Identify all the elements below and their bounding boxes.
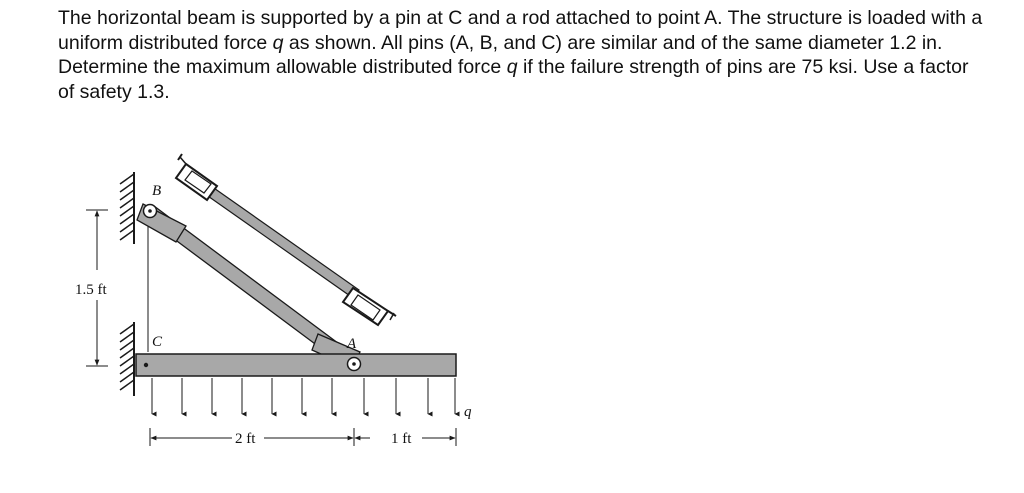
problem-text-part-1: The horizontal beam is supported by a pin at C and a rod attached to point A. The structure is loaded with a uniform distributed force bbox=[58, 7, 983, 54]
distributed-load bbox=[150, 376, 456, 414]
horizontal-beam bbox=[136, 354, 456, 376]
pin-c bbox=[144, 363, 148, 367]
rod-ab bbox=[137, 204, 360, 370]
pin-a bbox=[348, 358, 361, 371]
pin-b bbox=[144, 205, 157, 218]
variable-q-1: q bbox=[272, 31, 284, 54]
length-overhang-label: 1 ft bbox=[391, 431, 412, 447]
upper-wall-support bbox=[120, 172, 134, 244]
lower-wall-support bbox=[120, 322, 134, 396]
height-dimension-label: 1.5 ft bbox=[75, 282, 107, 298]
rod-exploded-view bbox=[176, 154, 396, 325]
problem-text-part-3: if the failure strength of pins are 75 ksi. Use a factor of safety 1.3. bbox=[58, 56, 969, 103]
length-ca-label: 2 ft bbox=[235, 431, 256, 447]
label-q: q bbox=[464, 404, 472, 420]
problem-text-part-2: as shown. All pins (A, B, and C) are similar and of the same diameter 1.2 in. Determine the maximum allowable distributed force bbox=[58, 31, 943, 78]
label-b: B bbox=[152, 183, 162, 199]
variable-q-2: q bbox=[506, 56, 518, 78]
label-a: A bbox=[347, 336, 357, 352]
label-c: C bbox=[152, 334, 163, 350]
